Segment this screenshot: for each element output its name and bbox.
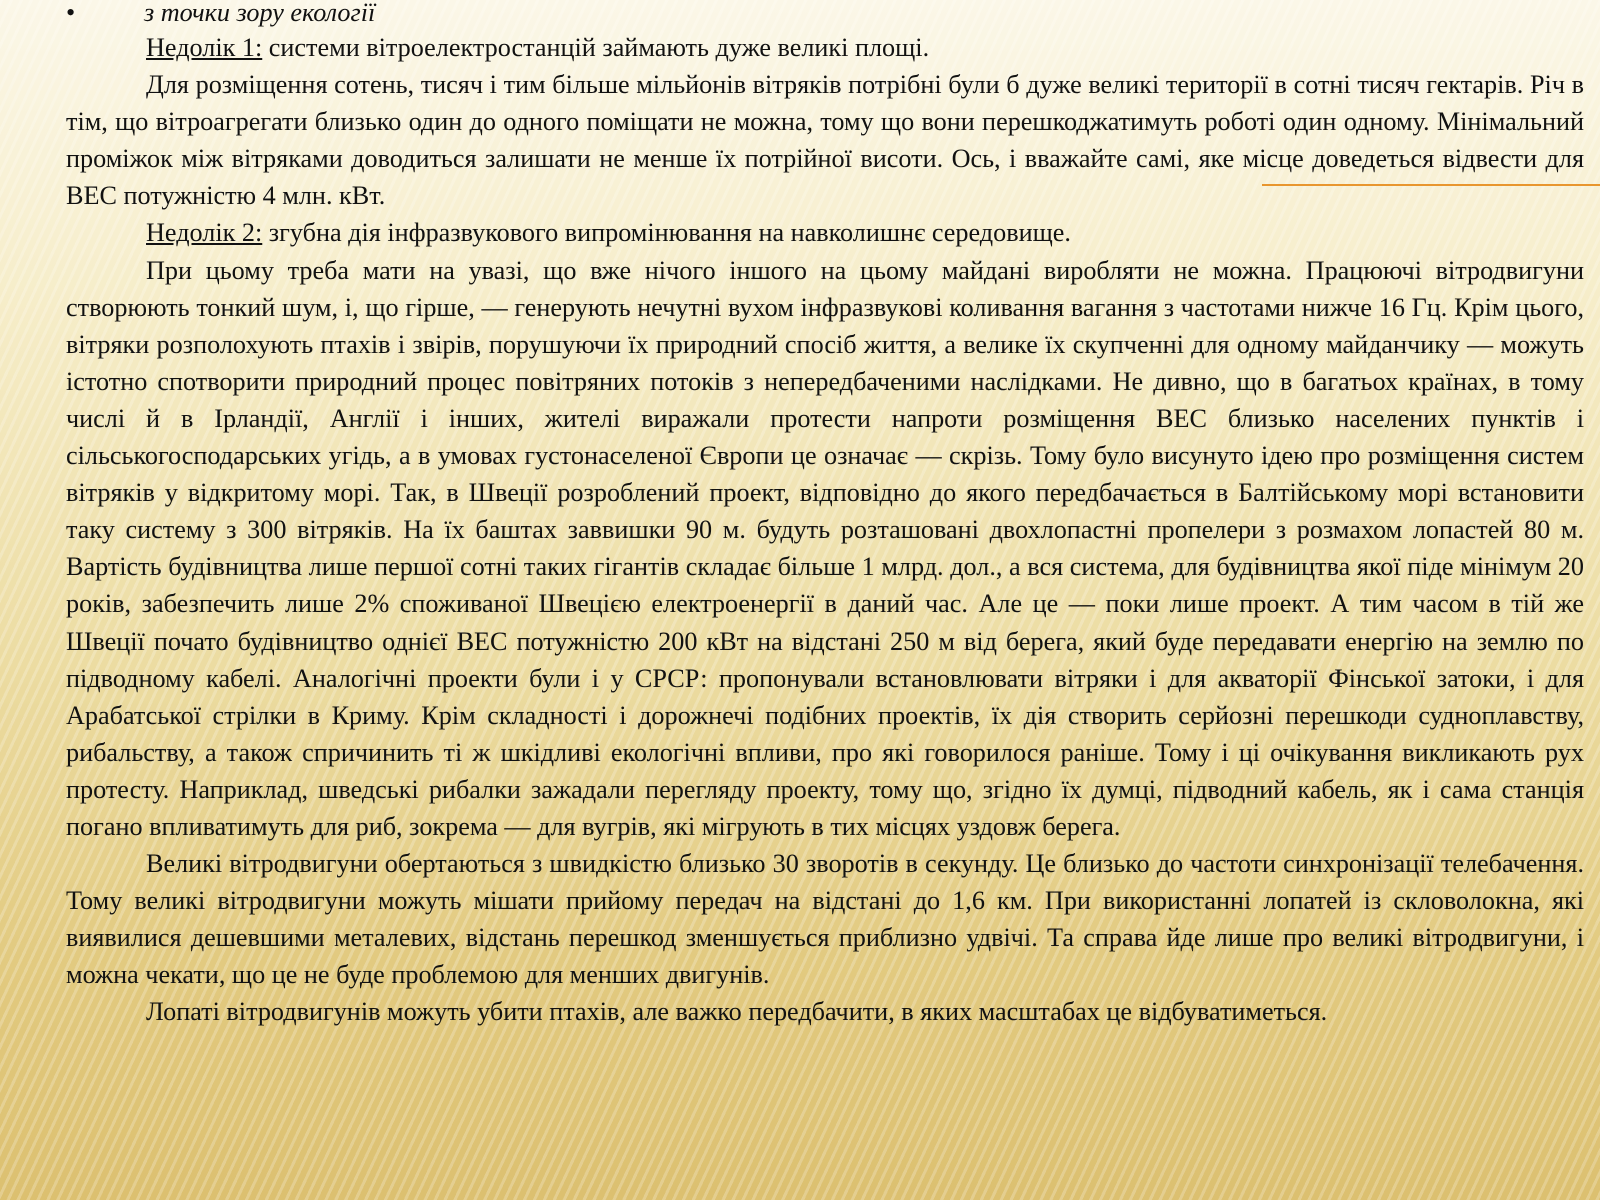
bullet-marker: • xyxy=(66,0,76,27)
paragraph-4: Лопаті вітродвигунів можуть убити птахів, але важко передбачити, в яких масштабах це відбуватиметься. xyxy=(146,997,1328,1027)
drawback-2-label: Недолік 2: xyxy=(146,218,263,248)
section-heading: з точки зору екології xyxy=(144,0,376,27)
drawback-1-label: Недолік 1: xyxy=(146,33,263,62)
drawback-2-text: згубна дія інфразвукового випромінювання на навколишнє середовище. xyxy=(262,218,1071,248)
paragraph-3: Великі вітродвигуни обертаються з швидкістю близько 30 зворотів в секунду. Це близько до частоти синхронізації телебачення. Тому великі вітродвигуни можуть мішати прийому передач на відстані до 1,6 км. При використанні лопатей із скловолокна, які виявилися дешевшими металевих, відстань перешкод зменшується приблизно удвічі. Та справа йде лише про великі вітродвигуни, і можна чекати, що це не буде проблемою для менших двигунів. xyxy=(66,849,1584,990)
bullet-heading xyxy=(66,0,1584,29)
drawback-1 xyxy=(66,29,1584,66)
drawback-2 xyxy=(66,214,1584,251)
paragraph-2: При цьому треба мати на увазі, що вже нічого іншого на цьому майдані виробляти не можна. Працюючі вітродвигуни створюють тонкий шум, і, що гірше, — генерують нечутні вухом інфразвукові коливання вагання з частотами нижче 16 Гц. Крім цього, вітряки розполохують птахів і звірів, порушуючи їх природний спосіб життя, а велике їх скупченні для одному майданчику — можуть істотно спотворити природний процес повітряних потоків з непередбаченими наслідками. Не дивно, що в багатьох країнах, в тому числі й в Ірландії, Англії і інших, жителі виражали протести напроти розміщення ВЕС близько населених пунктів і сільськогосподарських угідь, а в умовах густонаселеної Європи це означає — скрізь. Тому було висунуто ідею про розміщення систем вітряків у відкритому морі. Так, в Швеції розроблений проект, відповідно до якого передбачається в Балтійському морі встановити таку систему з 300 вітряків. На їх баштах заввишки 90 м. будуть розташовані двохлопастні пропелери з розмахом лопастей 80 м. Вартість будівництва лише першої сотні таких гігантів складає більше 1 млрд. дол., а вся система, для будівництва якої піде мінімум 20 років, забезпечить лише 2% споживаної Швецією електроенергії в даний час. Але це — поки лише проект. А тим часом в тій же Швеції почато будівництво однієї ВЕС потужністю 200 кВт на відстані 250 м від берега, який буде передавати енергію на землю по підводному кабелі. Аналогічні проекти були і у СРСР: пропонували встановлювати вітряки і для акваторії Фінської затоки, і для Арабатської стрілки в Криму. Крім складності і дорожнечі подібних проектів, їх дія створить серйозні перешкоди судноплавству, рибальству, а також спричинить ті ж шкідливі екологічні впливи, про які говорилося раніше. Тому і ці очікування викликають рух протесту. Наприклад, шведські рибалки зажадали перегляду проекту, тому що, згідно їх думці, підводний кабель, як і сама станція погано впливатимуть для риб, зокрема — для вугрів, які мігрують в тих місцях уздовж берега. xyxy=(66,255,1584,841)
slide-body xyxy=(66,0,1584,1031)
paragraph-1: Для розміщення сотень, тисяч і тим більше мільйонів вітряків потрібні були б дуже великі території в сотні тисяч гектарів. Річ в тім, що вітроагрегати близько один до одного поміщати не можна, тому що вони перешкоджатимуть роботі один одному. Мінімальний проміжок між вітряками доводиться залишати не менше їх потрійної висоти. Ось, і вважайте самі, яке місце доведеться відвести для ВЕС потужністю 4 млн. кВт. xyxy=(66,70,1584,211)
drawback-1-text: системи вітроелектростанцій займають дуже великі площі. xyxy=(262,33,930,62)
